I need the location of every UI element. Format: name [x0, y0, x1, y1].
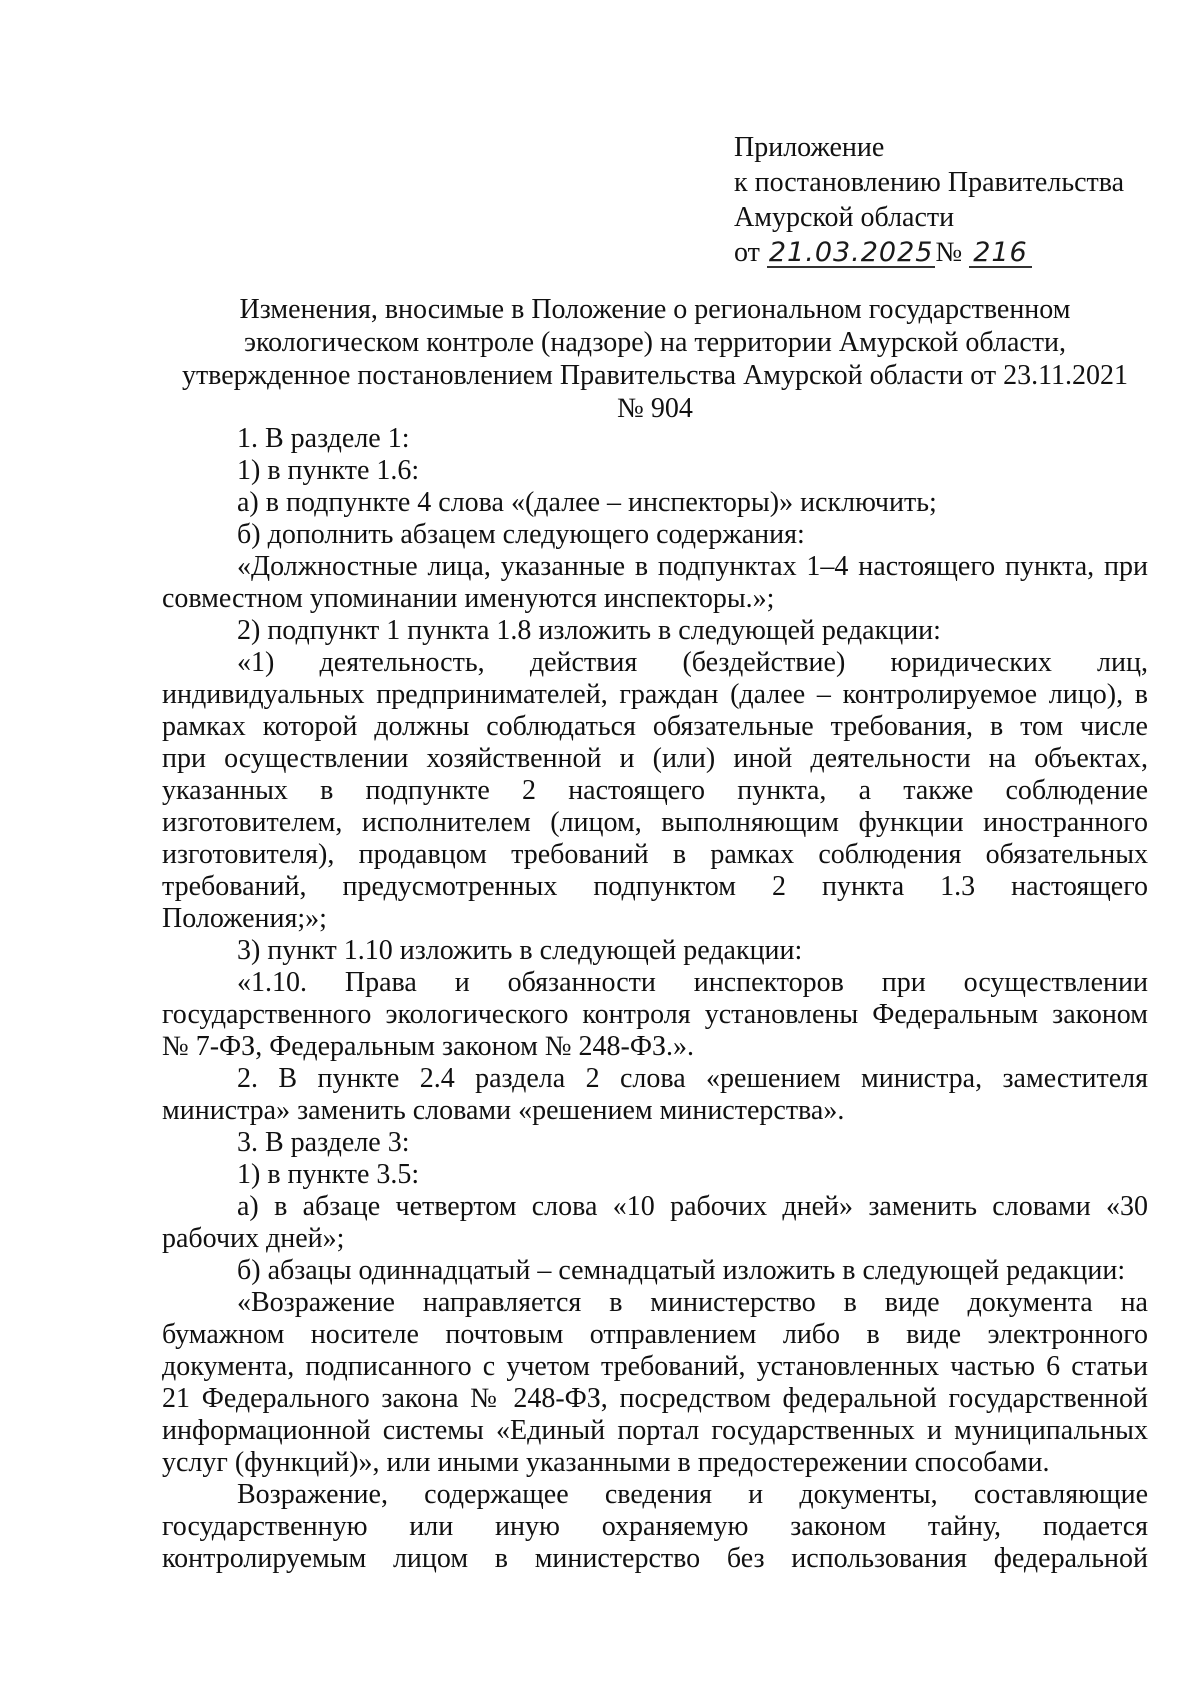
text-line: 21 Федерального закона № 248-ФЗ, посредством федеральной государственной [162, 1383, 1148, 1414]
title-line: утвержденное постановлением Правительства Амурской области от 23.11.2021 [181, 360, 1129, 391]
handwritten-number: 216 [969, 240, 1032, 268]
text-line: указанных в подпункте 2 настоящего пункта, а также соблюдение [162, 775, 1148, 806]
text-line: 3) пункт 1.10 изложить в следующей редакции: [237, 935, 803, 966]
text-line: № 7-ФЗ, Федеральным законом № 248-ФЗ.». [162, 1031, 694, 1062]
text-line: «1.10. Права и обязанности инспекторов при осуществлении [237, 967, 1148, 998]
text-line: государственную или иную охраняемую законом тайну, подается [162, 1511, 1148, 1542]
text-line: б) абзацы одиннадцатый – семнадцатый изложить в следующей редакции: [237, 1255, 1126, 1286]
text-line: 2. В пункте 2.4 раздела 2 слова «решением министра, заместителя [237, 1063, 1148, 1094]
text-line: рамках которой должны соблюдаться обязательные требования, в том числе [162, 711, 1148, 742]
text-line: Положения;»; [162, 903, 327, 934]
text-line: Возражение, содержащее сведения и документы, составляющие [237, 1479, 1148, 1510]
text-line: информационной системы «Единый портал государственных и муниципальных [162, 1415, 1148, 1446]
appendix-block [734, 130, 1124, 270]
document-body [162, 423, 1148, 1575]
handwritten-date: 21.03.2025 [768, 237, 934, 268]
text-line: «1) деятельность, действия (бездействие) юридических лиц, [237, 647, 1148, 678]
text-line: министра» заменить словами «решением министерства». [162, 1095, 845, 1126]
text-line: при осуществлении хозяйственной и (или) иной деятельности на объектах, [162, 743, 1148, 774]
text-line: требований, предусмотренных подпунктом 2 пункта 1.3 настоящего [162, 871, 1148, 902]
text-line: контролируемым лицом в министерство без использования федеральной [162, 1543, 1148, 1574]
text-line: а) в абзаце четвертом слова «10 рабочих дней» заменить словами «30 [237, 1191, 1148, 1222]
text-line: «Возражение направляется в министерство в виде документа на [237, 1287, 1148, 1318]
text-line: бумажном носителе почтовым отправлением либо в виде электронного [162, 1319, 1148, 1350]
text-line: а) в подпункте 4 слова «(далее – инспекторы)» исключить; [237, 487, 937, 518]
appendix-date-line [734, 235, 1124, 270]
text-line: 1) в пункте 3.5: [237, 1159, 420, 1190]
appendix-region-line: Амурской области [734, 202, 955, 233]
text-line: документа, подписанного с учетом требований, установленных частью 6 статьи [162, 1351, 1148, 1382]
text-line: 2) подпункт 1 пункта 1.8 изложить в следующей редакции: [237, 615, 941, 646]
document-title [160, 293, 1150, 425]
text-line: государственного экологического контроля установлены Федеральным законом [162, 999, 1148, 1030]
text-line: рабочих дней»; [162, 1223, 345, 1254]
title-line: № 904 [617, 393, 693, 424]
text-line: б) дополнить абзацем следующего содержания: [237, 519, 805, 550]
text-line: изготовителем, исполнителем (лицом, выполняющим функции иностранного [162, 807, 1148, 838]
text-line: индивидуальных предпринимателей, граждан (далее – контролируемое лицо), в [162, 679, 1148, 710]
text-line: совместном упоминании именуются инспекторы.»; [162, 583, 775, 614]
number-sign: № [935, 237, 963, 268]
text-line: услуг (функций)», или иными указанными в предостережении способами. [162, 1447, 1050, 1478]
date-prefix: от [734, 237, 760, 268]
title-line: Изменения, вносимые в Положение о региональном государственном [239, 294, 1071, 325]
appendix-heading: Приложение [734, 132, 885, 163]
text-line: 1) в пункте 1.6: [237, 455, 420, 486]
text-line: 3. В разделе 3: [237, 1127, 410, 1158]
text-line: изготовителя), продавцом требований в рамках соблюдения обязательных [162, 839, 1148, 870]
title-line: экологическом контроле (надзоре) на территории Амурской области, [243, 327, 1067, 358]
appendix-resolution-line: к постановлению Правительства [734, 167, 1125, 198]
text-line: «Должностные лица, указанные в подпунктах 1–4 настоящего пункта, при [237, 551, 1148, 582]
text-line: 1. В разделе 1: [237, 423, 410, 454]
